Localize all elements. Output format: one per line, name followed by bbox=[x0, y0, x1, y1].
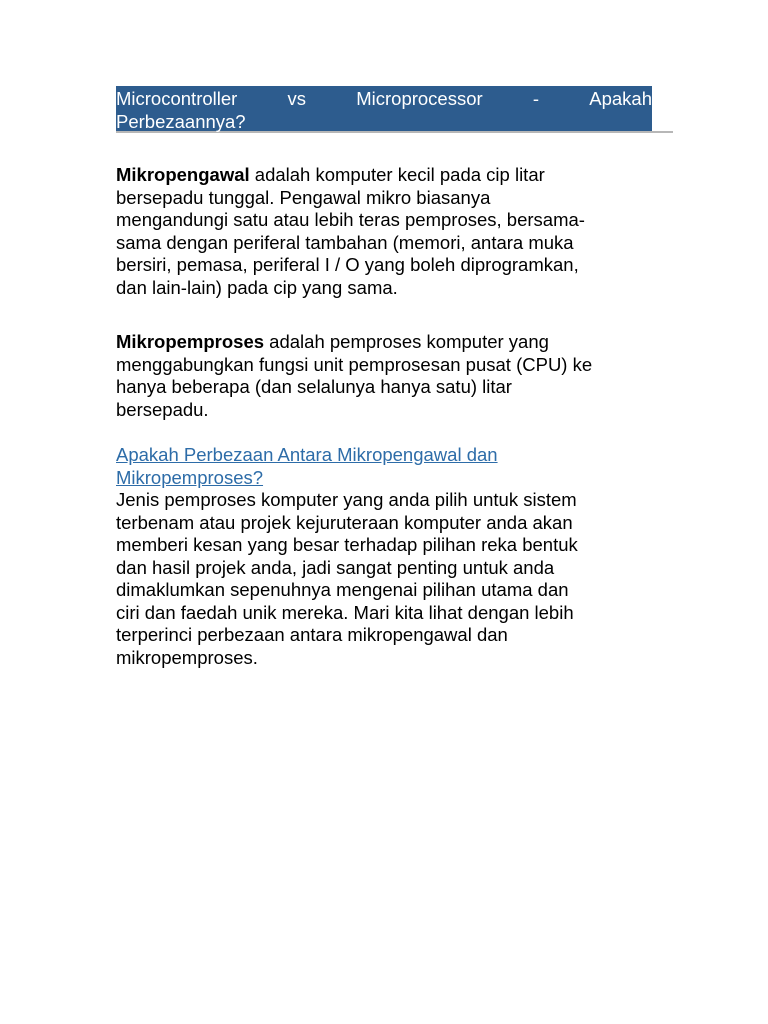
heading-line-2: Mikropemproses? bbox=[116, 466, 264, 488]
paragraph-line: ciri dan faedah unik mereka. Mari kita lihat dengan lebih bbox=[116, 601, 574, 623]
paragraph-line: Jenis pemproses komputer yang anda pilih untuk sistem bbox=[116, 489, 577, 510]
title-word: Microcontroller bbox=[116, 88, 238, 109]
paragraph-mikropengawal bbox=[116, 164, 661, 299]
paragraph-line bbox=[116, 331, 661, 354]
paragraph-line bbox=[116, 164, 661, 187]
paragraph-line: sama dengan periferal tambahan (memori, antara muka bbox=[116, 231, 574, 253]
paragraph-line: terbenam atau projek kejuruteraan komputer anda akan bbox=[116, 511, 573, 533]
paragraph-line: terperinci perbezaan antara mikropengawal dan bbox=[116, 624, 508, 645]
paragraph-mikropemproses bbox=[116, 331, 661, 421]
paragraph-line: bersepadu. bbox=[116, 398, 209, 420]
paragraph-comparison-intro bbox=[116, 489, 661, 669]
paragraph-line-rest: adalah pemproses komputer yang bbox=[264, 331, 549, 352]
title-line-1 bbox=[116, 87, 652, 110]
title-block bbox=[116, 86, 673, 133]
title-word: Apakah bbox=[589, 88, 652, 109]
heading-line-1: Apakah Perbezaan Antara Mikropengawal dan bbox=[116, 444, 498, 465]
title-word: Microprocessor bbox=[356, 88, 483, 109]
paragraph-line-rest: adalah komputer kecil pada cip litar bbox=[249, 164, 545, 185]
paragraph-line: bersepadu tunggal. Pengawal mikro biasanya bbox=[116, 186, 491, 208]
title-line-2: Perbezaannya? bbox=[116, 111, 246, 132]
paragraph-line: dan hasil projek anda, jadi sangat penting untuk anda bbox=[116, 556, 555, 578]
paragraph-line: dan lain-lain) pada cip yang sama. bbox=[116, 276, 398, 298]
section-heading-link[interactable] bbox=[116, 444, 498, 489]
title-banner bbox=[116, 86, 652, 131]
paragraph-line: mikropemproses. bbox=[116, 646, 258, 668]
term-mikropengawal: Mikropengawal bbox=[116, 164, 250, 185]
paragraph-line: bersiri, pemasa, periferal I / O yang boleh diprogramkan, bbox=[116, 254, 579, 275]
title-word: vs bbox=[287, 88, 307, 109]
paragraph-line: menggabungkan fungsi unit pemprosesan pusat (CPU) ke bbox=[116, 353, 593, 375]
paragraph-line: memberi kesan yang besar terhadap pilihan reka bentuk bbox=[116, 534, 578, 555]
paragraph-line: dimaklumkan sepenuhnya mengenai pilihan utama dan bbox=[116, 579, 569, 600]
paragraph-line: mengandungi satu atau lebih teras pemproses, bersama- bbox=[116, 209, 585, 230]
title-word: - bbox=[532, 88, 540, 109]
paragraph-line: hanya beberapa (dan selalunya hanya satu) litar bbox=[116, 376, 512, 397]
term-mikropemproses: Mikropemproses bbox=[116, 331, 265, 352]
